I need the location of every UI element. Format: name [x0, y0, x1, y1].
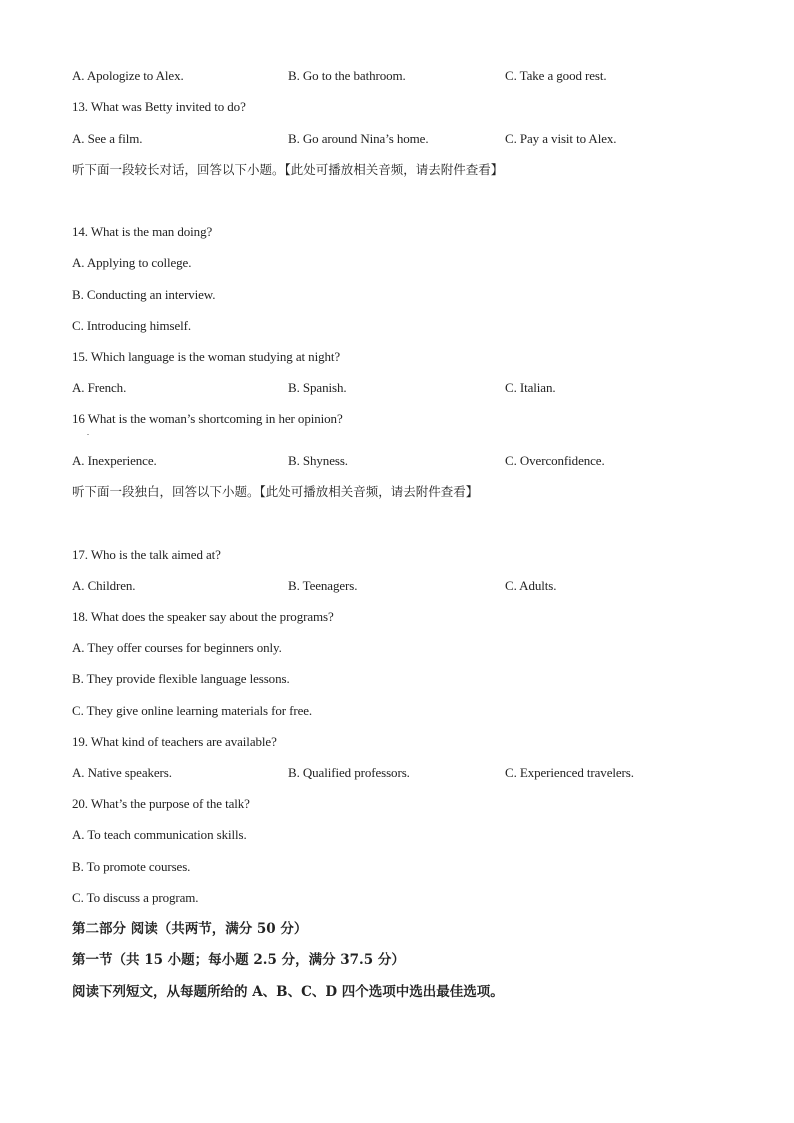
q13-option-a[interactable]: A. See a film. [72, 131, 143, 146]
q14-option-c[interactable]: C. Introducing himself. [72, 318, 192, 333]
part2-section1-heading: 第一节（共 15 小题；每小题 2.5 分，满分 37.5 分） [72, 952, 405, 968]
q17-question: 17. Who is the talk aimed at? [72, 547, 221, 562]
q19-option-c[interactable]: C. Experienced travelers. [505, 765, 634, 780]
q14-option-a[interactable]: A. Applying to college. [72, 255, 192, 270]
q16-option-b[interactable]: B. Shyness. [288, 453, 348, 468]
q16-option-c[interactable]: C. Overconfidence. [505, 453, 605, 468]
q19-option-b[interactable]: B. Qualified professors. [288, 765, 410, 780]
q20-option-c[interactable]: C. To discuss a program. [72, 890, 199, 905]
q15-option-c[interactable]: C. Italian. [505, 380, 556, 395]
q13-question: 13. What was Betty invited to do? [72, 99, 246, 114]
q20-question: 20. What’s the purpose of the talk? [72, 796, 250, 811]
q13-option-b[interactable]: B. Go around Nina’s home. [288, 131, 429, 146]
q19-options [72, 765, 772, 781]
q15-options [72, 380, 772, 396]
q17-option-b[interactable]: B. Teenagers. [288, 578, 358, 593]
q17-option-c[interactable]: C. Adults. [505, 578, 557, 593]
q16-option-a[interactable]: A. Inexperience. [72, 453, 157, 468]
part2-instruction: 阅读下列短文，从每题所给的 A、B、C、D 四个选项中选出最佳选项。 [72, 984, 504, 1000]
q16-question: 16 What is the woman’s shortcoming in her opinion? [72, 411, 343, 426]
q13-option-c[interactable]: C. Pay a visit to Alex. [505, 131, 617, 146]
q13-options [72, 131, 772, 147]
monologue-instruction: 听下面一段独白，回答以下小题。【此处可播放相关音频，请去附件查看】 [72, 484, 479, 499]
q19-option-a[interactable]: A. Native speakers. [72, 765, 172, 780]
q15-option-a[interactable]: A. French. [72, 380, 127, 395]
q17-option-a[interactable]: A. Children. [72, 578, 136, 593]
q16-options [72, 453, 772, 469]
q20-option-a[interactable]: A. To teach communication skills. [72, 827, 247, 842]
q18-question: 18. What does the speaker say about the programs? [72, 609, 334, 624]
dialogue-instruction: 听下面一段较长对话，回答以下小题。【此处可播放相关音频，请去附件查看】 [72, 162, 504, 177]
q12-options [72, 68, 772, 84]
q12-option-c[interactable]: C. Take a good rest. [505, 68, 607, 83]
q16-stray-mark: . [87, 428, 89, 437]
q18-option-b[interactable]: B. They provide flexible language lessons. [72, 671, 290, 686]
q18-option-a[interactable]: A. They offer courses for beginners only. [72, 640, 282, 655]
q14-question: 14. What is the man doing? [72, 224, 213, 239]
q20-option-b[interactable]: B. To promote courses. [72, 859, 191, 874]
q15-question: 15. Which language is the woman studying at night? [72, 349, 341, 364]
q14-option-b[interactable]: B. Conducting an interview. [72, 287, 216, 302]
q17-options [72, 578, 772, 594]
part2-heading: 第二部分 阅读（共两节，满分 50 分） [72, 921, 308, 937]
q12-option-b[interactable]: B. Go to the bathroom. [288, 68, 406, 83]
q15-option-b[interactable]: B. Spanish. [288, 380, 347, 395]
q19-question: 19. What kind of teachers are available? [72, 734, 277, 749]
q12-option-a[interactable]: A. Apologize to Alex. [72, 68, 184, 83]
q18-option-c[interactable]: C. They give online learning materials for free. [72, 703, 313, 718]
